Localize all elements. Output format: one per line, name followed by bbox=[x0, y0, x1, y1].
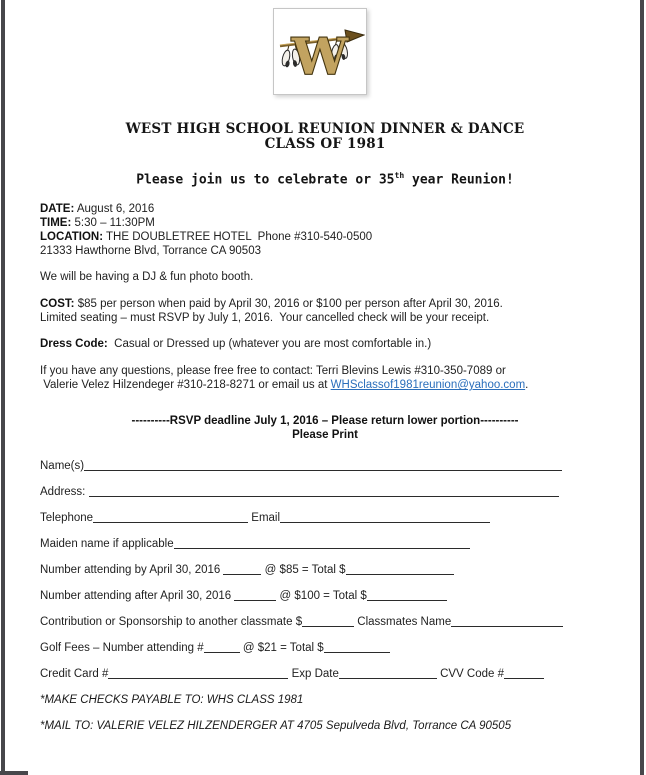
form-row-attending-by bbox=[40, 563, 610, 577]
telephone-blank-line bbox=[93, 511, 248, 523]
form-row-attending-after bbox=[40, 589, 610, 603]
reunion-email-link[interactable]: WHSclassof1981reunion@yahoo.com bbox=[330, 379, 526, 392]
time-line bbox=[40, 216, 610, 230]
attending-after-total-line bbox=[367, 589, 447, 601]
email-label: Email bbox=[248, 512, 281, 525]
make-checks-payable-line: *MAKE CHECKS PAYABLE TO: WHS CLASS 1981 bbox=[40, 694, 304, 707]
golf-rate-label: @ $21 = Total $ bbox=[239, 642, 324, 655]
date-label: DATE: bbox=[40, 203, 75, 216]
invitation-superscript: th bbox=[394, 171, 405, 180]
dress-code-label: Dress Code: bbox=[40, 338, 108, 351]
dress-code-value: Casual or Dressed up (whatever you are most comfortable in.) bbox=[107, 338, 432, 351]
classmates-name-line bbox=[451, 615, 563, 627]
location-label: LOCATION: bbox=[40, 231, 104, 244]
credit-card-label: Credit Card # bbox=[40, 668, 109, 681]
time-value: 5:30 – 11:30PM bbox=[71, 217, 155, 230]
cvv-code-line bbox=[504, 667, 544, 679]
attending-after-rate-label: @ $100 = Total $ bbox=[276, 590, 367, 603]
maiden-name-blank-line bbox=[174, 537, 470, 549]
viewer-corner-mark bbox=[0, 771, 28, 775]
cost-line bbox=[40, 297, 610, 311]
viewer-edge-left bbox=[1, 0, 5, 775]
attending-by-rate-label: @ $85 = Total $ bbox=[261, 564, 346, 577]
invitation-text-end: year Reunion! bbox=[404, 172, 514, 188]
email-blank-line bbox=[280, 511, 490, 523]
please-print-line: Please Print bbox=[292, 429, 358, 442]
invitation-line bbox=[40, 167, 610, 188]
attending-by-total-line bbox=[346, 563, 454, 575]
rsvp-deadline-line: ----------RSVP deadline July 1, 2016 – Please return lower portion---------- bbox=[131, 415, 519, 428]
rsvp-form bbox=[40, 459, 610, 681]
form-row-golf bbox=[40, 641, 610, 655]
attending-after-count-line bbox=[234, 589, 276, 601]
page-title-line1: WEST HIGH SCHOOL REUNION DINNER & DANCE bbox=[125, 121, 525, 137]
questions-line2 bbox=[40, 378, 610, 392]
questions-block bbox=[40, 364, 610, 392]
event-details bbox=[40, 202, 610, 258]
classmates-name-label: Classmates Name bbox=[354, 616, 452, 629]
location-address-line: 21333 Hawthorne Blvd, Torrance CA 90503 bbox=[40, 245, 261, 258]
form-row-credit-card bbox=[40, 667, 610, 681]
attending-by-count-line bbox=[223, 563, 261, 575]
mail-to-line: *MAIL TO: VALERIE VELEZ HILZENDERGER AT 4705 Sepulveda Blvd, Torrance CA 90505 bbox=[40, 720, 512, 733]
form-row-telephone-email bbox=[40, 511, 610, 525]
time-label: TIME: bbox=[40, 217, 72, 230]
form-row-address bbox=[40, 485, 610, 499]
credit-card-number-line bbox=[108, 667, 288, 679]
location-value: THE DOUBLETREE HOTEL Phone #310-540-0500 bbox=[103, 231, 373, 244]
questions-line2-period: . bbox=[525, 379, 529, 392]
attending-after-label: Number attending after April 30, 2016 bbox=[40, 590, 235, 603]
cvv-code-label: CVV Code # bbox=[436, 668, 505, 681]
form-row-contribution bbox=[40, 615, 610, 629]
date-line bbox=[40, 202, 610, 216]
exp-date-line bbox=[339, 667, 437, 679]
questions-line2-text: Valerie Velez Hilzendeger #310-218-8271 or email us at bbox=[40, 379, 331, 392]
name-label: Name(s) bbox=[40, 460, 85, 473]
dj-photobooth-line: We will be having a DJ & fun photo booth. bbox=[40, 271, 254, 284]
cost-block bbox=[40, 297, 610, 325]
contribution-amount-line bbox=[302, 615, 354, 627]
attending-by-label: Number attending by April 30, 2016 bbox=[40, 564, 224, 577]
date-value: August 6, 2016 bbox=[74, 203, 155, 216]
telephone-label: Telephone bbox=[40, 512, 94, 525]
cost-value: $85 per person when paid by April 30, 2016 or $100 per person after April 30, 2016. bbox=[74, 298, 503, 311]
cost-line2: Limited seating – must RSVP by July 1, 2016. Your cancelled check will be your receipt. bbox=[40, 312, 490, 325]
invitation-text: Please join us to celebrate or 35 bbox=[136, 172, 395, 188]
location-line bbox=[40, 230, 610, 244]
address-label: Address: bbox=[40, 486, 89, 499]
address-blank-line bbox=[89, 485, 559, 497]
form-row-maiden-name bbox=[40, 537, 610, 551]
name-blank-line bbox=[84, 459, 562, 471]
logo-letter: W bbox=[291, 26, 349, 86]
golf-total-line bbox=[324, 641, 390, 653]
viewer-edge-right bbox=[640, 0, 644, 775]
exp-date-label: Exp Date bbox=[288, 668, 339, 681]
golf-fees-label: Golf Fees – Number attending # bbox=[40, 642, 204, 655]
dress-code-line bbox=[40, 337, 610, 351]
cost-label: COST: bbox=[40, 298, 75, 311]
form-row-name bbox=[40, 459, 610, 473]
contribution-label: Contribution or Sponsorship to another classmate $ bbox=[40, 616, 303, 629]
maiden-name-label: Maiden name if applicable bbox=[40, 538, 174, 551]
questions-line1: If you have any questions, please free free to contact: Terri Blevins Lewis #310-350-7089 or bbox=[40, 365, 506, 378]
page-title-line2: CLASS OF 1981 bbox=[264, 136, 386, 152]
golf-count-line bbox=[204, 641, 240, 653]
